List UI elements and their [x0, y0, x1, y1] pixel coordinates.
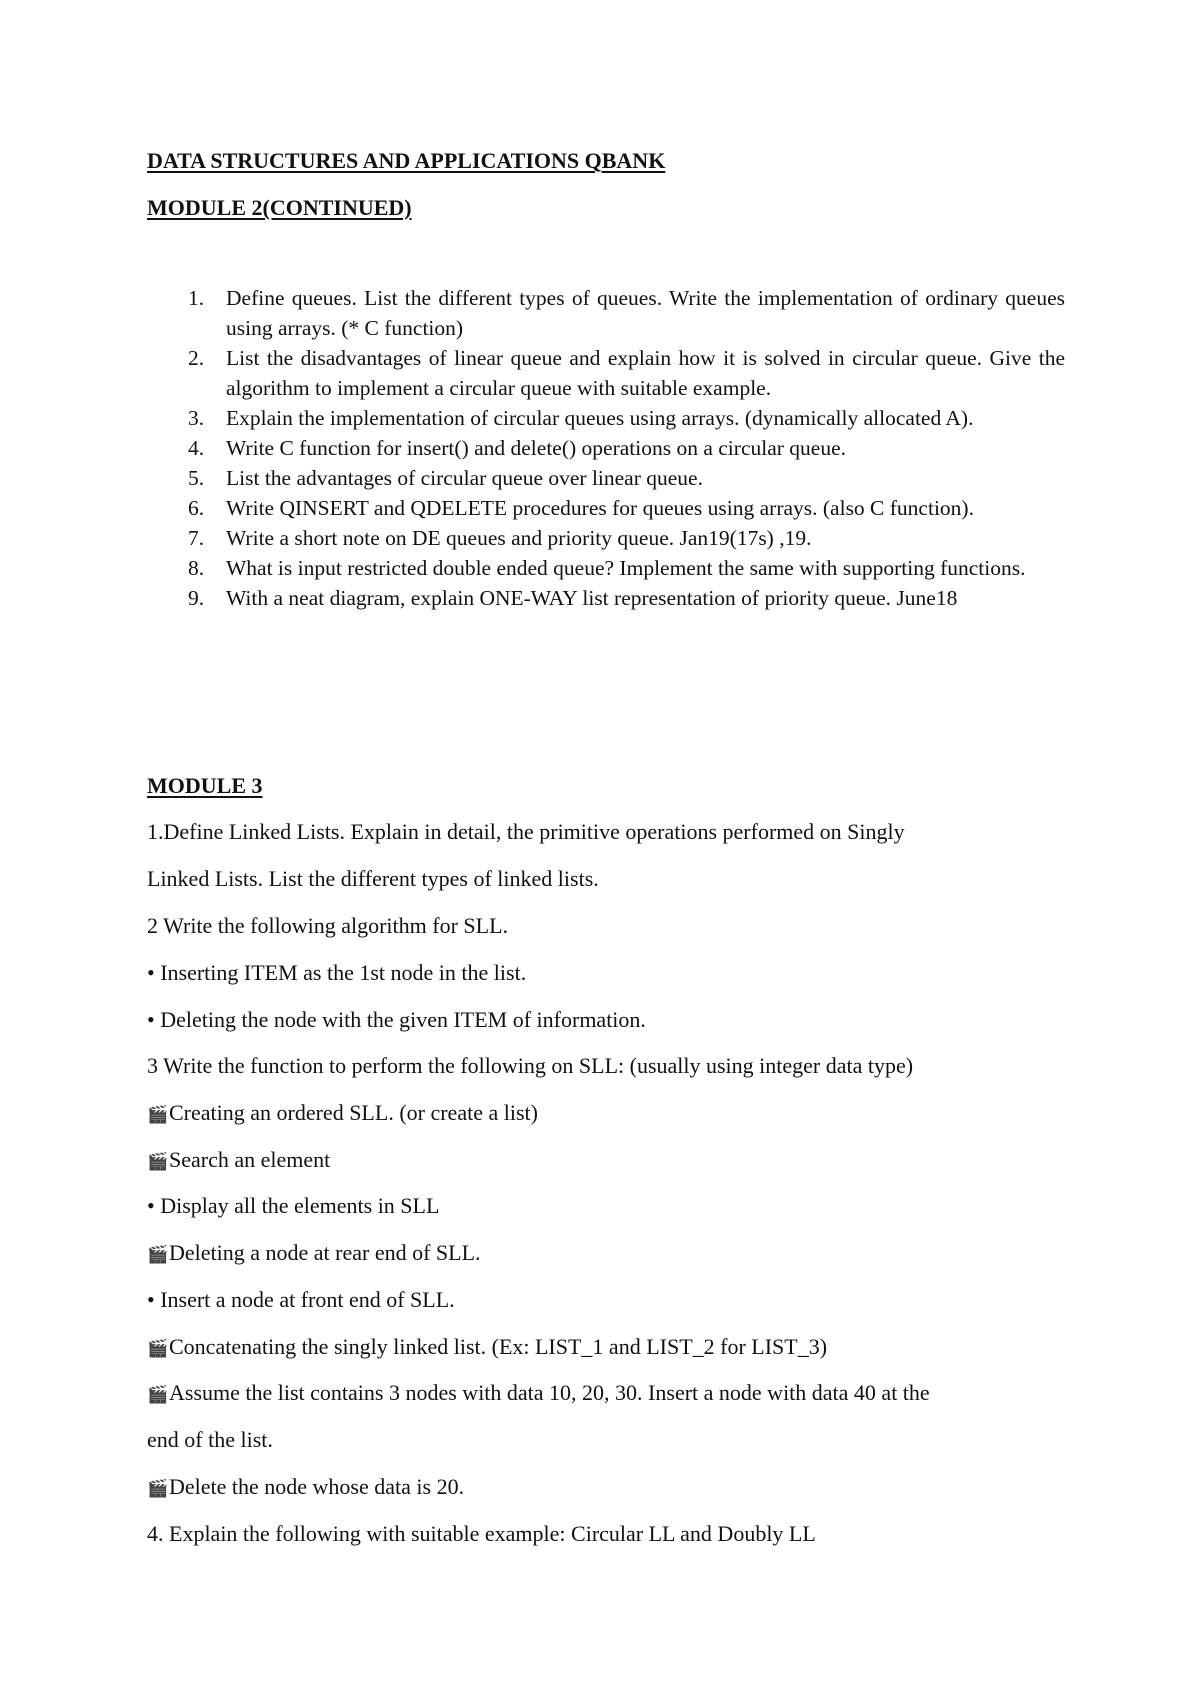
module-3-line: 4. Explain the following with suitable example: Circular LL and Doubly LL: [147, 1521, 816, 1546]
module-3-line: 1.Define Linked Lists. Explain in detail, the primitive operations performed on Singly: [147, 819, 905, 844]
list-item: 7. Write a short note on DE queues and priority queue. Jan19(17s) ,19.: [188, 526, 812, 550]
list-item: 4. Write C function for insert() and delete() operations on a circular queue.: [188, 436, 846, 460]
module-3-clapper-item: 🎬Deleting a node at rear end of SLL.: [147, 1240, 481, 1265]
list-item: 8. What is input restricted double ended queue? Implement the same with supporting functions.: [188, 556, 1026, 580]
module-3-line: • Insert a node at front end of SLL.: [147, 1287, 455, 1312]
clapperboard-icon: 🎬: [147, 1152, 169, 1172]
module-3-clapper-item: 🎬Assume the list contains 3 nodes with data 10, 20, 30. Insert a node with data 40 at the: [147, 1380, 930, 1405]
clapperboard-icon: 🎬: [147, 1385, 169, 1405]
module-3-line: • Display all the elements in SLL: [147, 1193, 440, 1218]
module-3-line: 2 Write the following algorithm for SLL.: [147, 913, 509, 938]
module-3-heading: MODULE 3: [147, 773, 263, 798]
module-3-line: Linked Lists. List the different types of linked lists.: [147, 866, 599, 891]
module-3-clapper-item: 🎬Delete the node whose data is 20.: [147, 1474, 465, 1499]
module-2-heading: MODULE 2(CONTINUED): [147, 195, 412, 220]
list-item: 3. Explain the implementation of circular queues using arrays. (dynamically allocated A).: [188, 406, 974, 430]
module-3-line: end of the list.: [147, 1427, 273, 1452]
clapperboard-icon: 🎬: [147, 1105, 169, 1125]
module-3-line: 3 Write the function to perform the following on SLL: (usually using integer data type): [147, 1053, 914, 1078]
module-2-question-list: [147, 283, 1065, 613]
module-3-clapper-item: 🎬Search an element: [147, 1147, 331, 1172]
module-3-line: • Inserting ITEM as the 1st node in the list.: [147, 960, 527, 985]
list-item: 6. Write QINSERT and QDELETE procedures for queues using arrays. (also C function).: [188, 496, 974, 520]
clapperboard-icon: 🎬: [147, 1479, 169, 1499]
list-item: 1. Define queues. List the different types of queues. Write the implementation of ordinary queues using arrays. (* C function): [188, 286, 1065, 340]
list-item: 2. List the disadvantages of linear queue and explain how it is solved in circular queue. Give the algorithm to implement a circular queue with suitable example.: [188, 346, 1065, 400]
module-3-clapper-item: 🎬Concatenating the singly linked list. (Ex: LIST_1 and LIST_2 for LIST_3): [147, 1334, 828, 1359]
module-3-line: • Deleting the node with the given ITEM of information.: [147, 1007, 646, 1032]
document-title: DATA STRUCTURES AND APPLICATIONS QBANK: [147, 148, 666, 173]
module-3-clapper-item: 🎬Creating an ordered SLL. (or create a list): [147, 1100, 538, 1125]
list-item: 5. List the advantages of circular queue over linear queue.: [188, 466, 703, 490]
clapperboard-icon: 🎬: [147, 1339, 169, 1359]
clapperboard-icon: 🎬: [147, 1245, 169, 1265]
list-item: 9. With a neat diagram, explain ONE-WAY list representation of priority queue. June18: [188, 586, 958, 610]
